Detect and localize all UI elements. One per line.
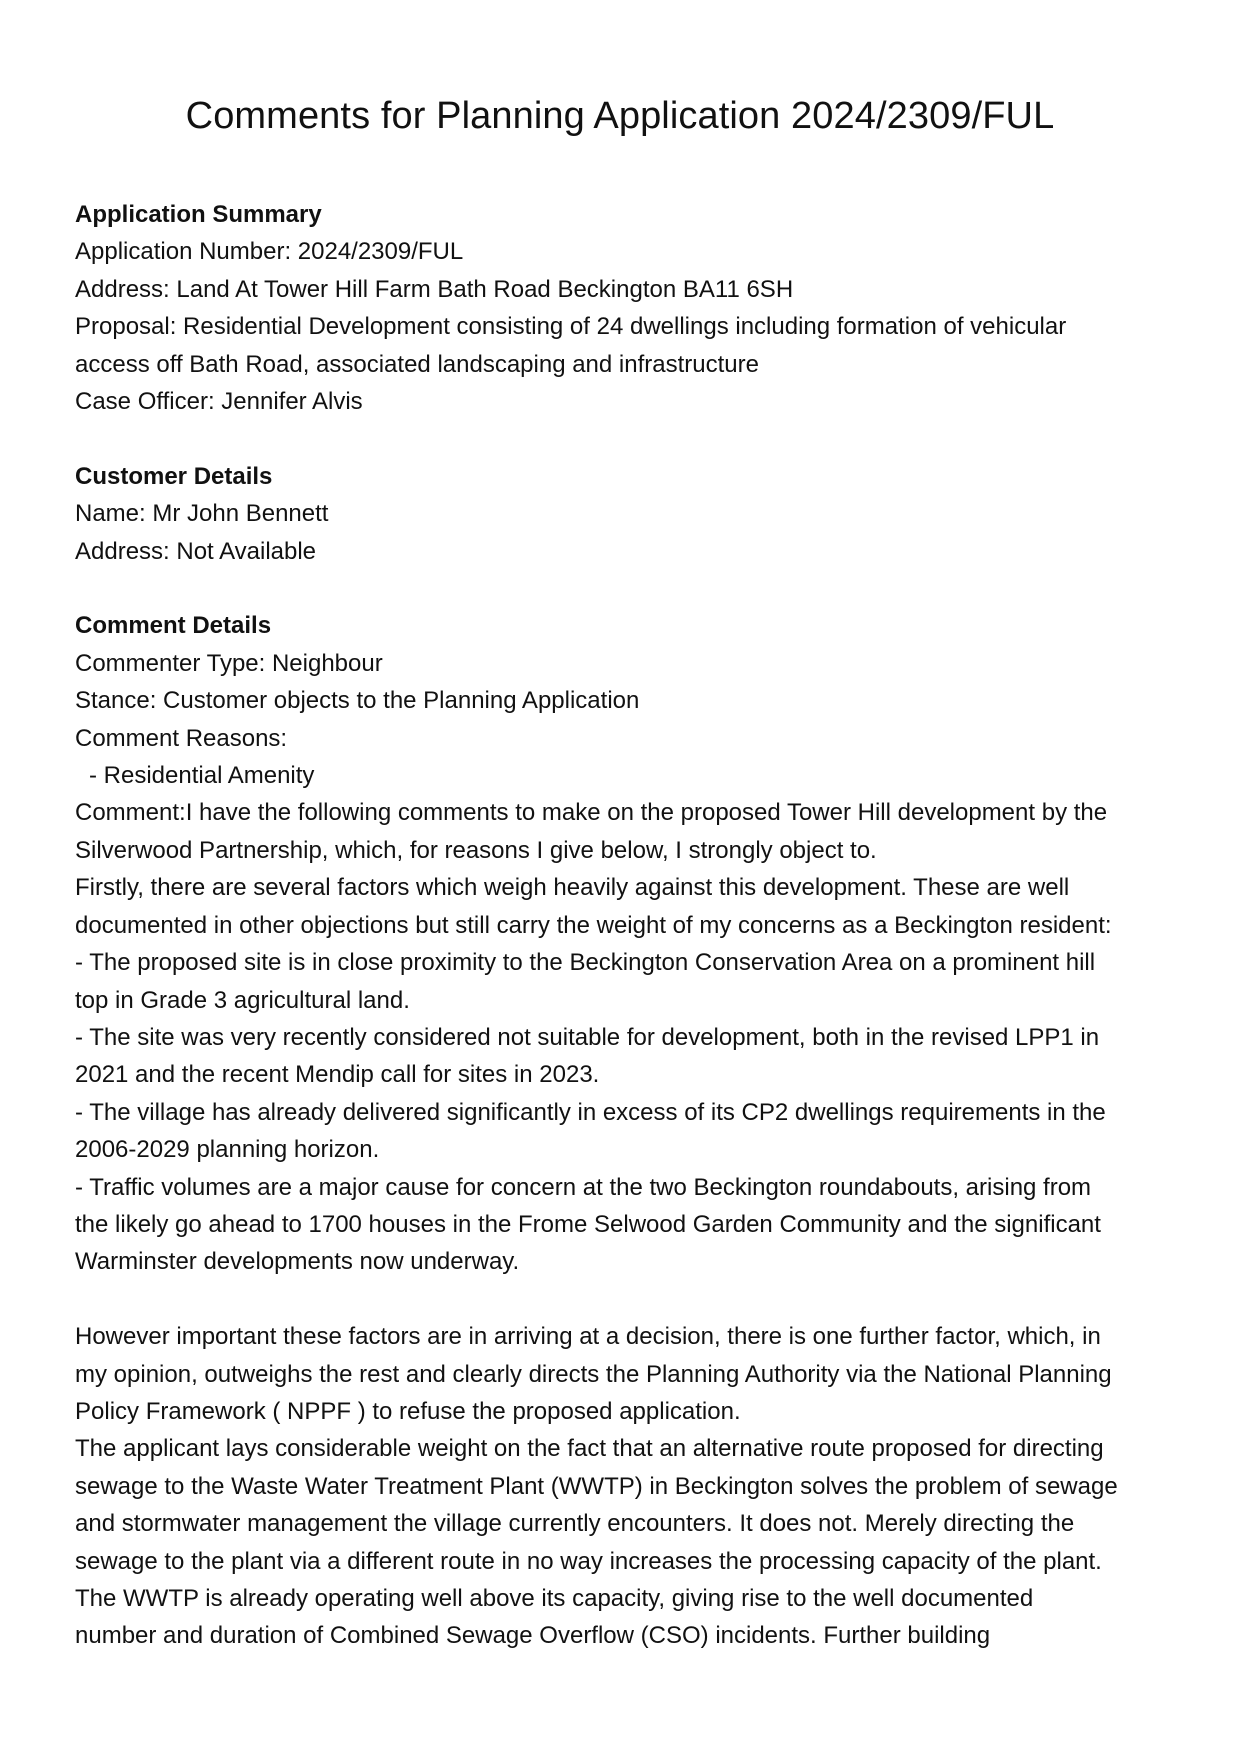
paragraph-spacer bbox=[75, 1281, 1185, 1318]
proposal-line: access off Bath Road, associated landscaping and infrastructure bbox=[75, 350, 759, 378]
application-summary-section bbox=[75, 196, 1185, 420]
comment-line: The applicant lays considerable weight on the fact that an alternative route proposed for directing bbox=[75, 1435, 1104, 1463]
comment-line: sewage to the Waste Water Treatment Plant (WWTP) in Beckington solves the problem of sewage bbox=[75, 1472, 1118, 1500]
application-address: Address: Land At Tower Hill Farm Bath Road Beckington BA11 6SH bbox=[75, 275, 794, 303]
comment-line: Firstly, there are several factors which weigh heavily against this development. These are well bbox=[75, 874, 1070, 902]
comment-reasons-label: Comment Reasons: bbox=[75, 724, 288, 752]
comment-line: and stormwater management the village currently encounters. It does not. Merely directing the bbox=[75, 1510, 1075, 1538]
comment-reason-item: - Residential Amenity bbox=[89, 762, 315, 790]
comment-line: Comment:I have the following comments to make on the proposed Tower Hill development by the bbox=[75, 799, 1108, 827]
customer-address: Address: Not Available bbox=[75, 537, 317, 565]
customer-name: Name: Mr John Bennett bbox=[75, 500, 329, 528]
comment-line: - The proposed site is in close proximity to the Beckington Conservation Area on a prominent hill bbox=[75, 949, 1096, 977]
comment-line: Silverwood Partnership, which, for reasons I give below, I strongly object to. bbox=[75, 836, 877, 864]
comment-line: - Traffic volumes are a major cause for concern at the two Beckington roundabouts, arising from bbox=[75, 1173, 1092, 1201]
comment-line: - The site was very recently considered not suitable for development, both in the revised LPP1 in bbox=[75, 1023, 1100, 1051]
comment-line: 2006-2029 planning horizon. bbox=[75, 1136, 380, 1164]
section-spacer bbox=[75, 570, 1185, 607]
comment-line: number and duration of Combined Sewage Overflow (CSO) incidents. Further building bbox=[75, 1622, 991, 1650]
comment-text-block bbox=[75, 1318, 1185, 1655]
case-officer: Case Officer: Jennifer Alvis bbox=[75, 388, 363, 416]
comment-line: sewage to the plant via a different route in no way increases the processing capacity of the plant. bbox=[75, 1547, 1102, 1575]
stance: Stance: Customer objects to the Planning Application bbox=[75, 687, 640, 715]
proposal-line: Proposal: Residential Development consisting of 24 dwellings including formation of vehicular bbox=[75, 313, 1067, 341]
comment-line: top in Grade 3 agricultural land. bbox=[75, 986, 410, 1014]
page-title: Comments for Planning Application 2024/2309/FUL bbox=[185, 95, 1055, 137]
document-body bbox=[75, 196, 1185, 1655]
comment-line: documented in other objections but still carry the weight of my concerns as a Beckington resident: bbox=[75, 911, 1112, 939]
section-spacer bbox=[75, 420, 1185, 457]
comment-line: Policy Framework ( NPPF ) to refuse the proposed application. bbox=[75, 1397, 741, 1425]
comment-line: the likely go ahead to 1700 houses in the Frome Selwood Garden Community and the significant bbox=[75, 1210, 1101, 1238]
comment-text-block bbox=[75, 794, 1185, 1280]
comment-line: The WWTP is already operating well above its capacity, giving rise to the well documented bbox=[75, 1584, 1034, 1612]
application-summary-heading: Application Summary bbox=[75, 201, 322, 228]
commenter-type: Commenter Type: Neighbour bbox=[75, 649, 383, 677]
comment-line: However important these factors are in arriving at a decision, there is one further factor, which, in bbox=[75, 1323, 1101, 1351]
customer-details-heading: Customer Details bbox=[75, 462, 273, 490]
application-number: Application Number: 2024/2309/FUL bbox=[75, 238, 464, 266]
comment-details-heading: Comment Details bbox=[75, 612, 272, 640]
comment-line: - The village has already delivered significantly in excess of its CP2 dwellings requirements in the bbox=[75, 1098, 1106, 1126]
customer-details-section bbox=[75, 458, 1185, 570]
comment-line: 2021 and the recent Mendip call for sites in 2023. bbox=[75, 1061, 600, 1089]
comment-line: my opinion, outweighs the rest and clearly directs the Planning Authority via the National Planning bbox=[75, 1360, 1112, 1388]
comment-details-section bbox=[75, 607, 1185, 1654]
comment-line: Warminster developments now underway. bbox=[75, 1248, 520, 1276]
